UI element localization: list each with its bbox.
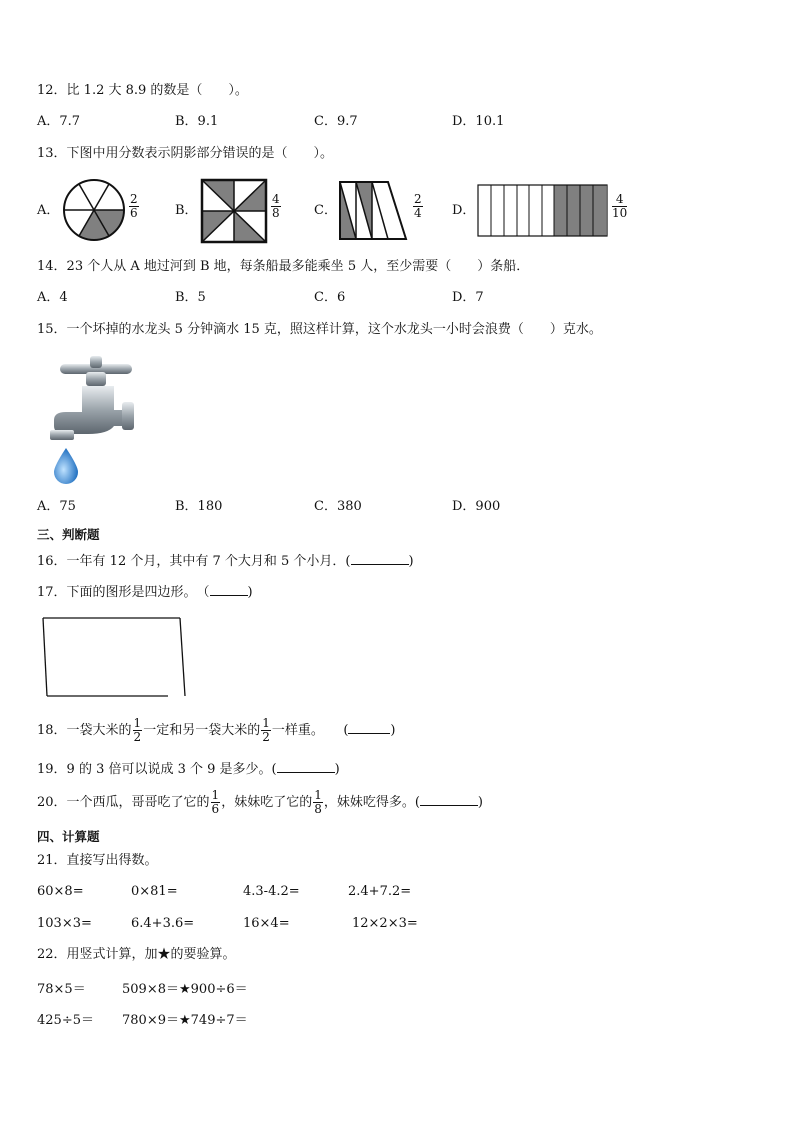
q13-option-d[interactable]: D． xyxy=(452,203,476,218)
q16-text: 16．一年有 12 个月，其中有 7 个大月和 5 个小月．( xyxy=(37,554,351,569)
question-13-stem: 13．下图中用分数表示阴影部分错误的是（ ）。 xyxy=(37,146,334,161)
answer-blank-19[interactable] xyxy=(277,760,335,773)
vertical-calc-item: 78×5＝ xyxy=(37,982,86,997)
question-17 xyxy=(37,583,253,601)
fraction-b: $\frac{4}{8}$ xyxy=(272,192,280,220)
q18-text-pre: 18．一袋大米的 xyxy=(37,723,132,738)
vertical-calc-item: 425÷5＝ xyxy=(37,1013,94,1028)
answer-blank-17[interactable] xyxy=(210,583,248,596)
q13-option-c[interactable]: C． xyxy=(314,203,337,218)
close-paren: ) xyxy=(477,795,483,810)
q20-fraction-2: $\frac{1}{8}$ xyxy=(314,788,322,816)
q14-option-b[interactable]: B．5 xyxy=(175,290,206,305)
q14-option-d[interactable]: D．7 xyxy=(452,290,484,305)
q20-text-pre: 20．一个西瓜，哥哥吃了它的 xyxy=(37,795,210,810)
close-paren: ) xyxy=(334,762,340,777)
close-paren: ) xyxy=(408,554,414,569)
vertical-calc-item: ★900÷6＝ xyxy=(179,982,248,997)
calc-item: 12×2×3= xyxy=(352,916,418,931)
quadrilateral-figure xyxy=(40,614,190,700)
q20-fraction-1: $\frac{1}{6}$ xyxy=(211,788,220,816)
q15-option-d[interactable]: D．900 xyxy=(452,499,501,514)
question-20 xyxy=(37,788,483,818)
question-22-stem: 22．用竖式计算，加★的要验算。 xyxy=(37,947,236,962)
trapezoid-quarters-figure xyxy=(336,180,410,242)
vertical-calc-item: ★749÷7＝ xyxy=(179,1013,248,1028)
q18-fraction-1: $\frac{1}{2}$ xyxy=(133,716,142,744)
q20-text-post: ，妹妹吃得多。( xyxy=(323,795,420,810)
q12-option-c[interactable]: C．9.7 xyxy=(314,114,358,129)
question-14-stem: 14．23 个人从 A 地过河到 B 地，每条船最多能乘坐 5 人，至少需要（ ）条船． xyxy=(37,259,530,274)
calc-item: 60×8= xyxy=(37,884,84,899)
calc-item: 6.4+3.6= xyxy=(131,916,195,931)
calc-item: 103×3= xyxy=(37,916,92,931)
question-12-stem: 12．比 1.2 大 8.9 的数是（ ）。 xyxy=(37,83,248,98)
fraction-a: $\frac{2}{6}$ xyxy=(130,192,138,220)
q12-option-b[interactable]: B．9.1 xyxy=(175,114,219,129)
q12-option-d[interactable]: D．10.1 xyxy=(452,114,505,129)
calc-item: 4.3-4.2= xyxy=(243,884,300,899)
q12-option-a[interactable]: A．7.7 xyxy=(37,114,81,129)
q15-option-b[interactable]: B．180 xyxy=(175,499,223,514)
fraction-d: $\frac{4}{10}$ xyxy=(612,192,628,220)
q15-option-c[interactable]: C．380 xyxy=(314,499,362,514)
section-3-heading: 三、判断题 xyxy=(37,527,100,542)
question-21-stem: 21．直接写出得数。 xyxy=(37,853,158,868)
square-eighths-figure xyxy=(200,178,268,244)
q18-fraction-2: $\frac{1}{2}$ xyxy=(262,716,270,744)
q18-text-mid: 一定和另一袋大米的 xyxy=(143,723,261,738)
vertical-calc-item: 780×9＝ xyxy=(122,1013,179,1028)
question-19 xyxy=(37,760,340,778)
calc-item: 16×4= xyxy=(243,916,290,931)
faucet-icon xyxy=(38,348,142,490)
close-paren: ) xyxy=(247,585,253,600)
vertical-calc-item: 509×8＝ xyxy=(122,982,179,997)
rectangle-tenths-figure xyxy=(477,184,609,238)
question-18 xyxy=(37,716,396,746)
calc-item: 0×81= xyxy=(131,884,178,899)
question-16 xyxy=(37,552,414,570)
answer-blank-20[interactable] xyxy=(420,793,478,806)
q17-text: 17．下面的图形是四边形。 （ xyxy=(37,585,210,600)
q19-text: 19．9 的 3 倍可以说成 3 个 9 是多少。( xyxy=(37,762,277,777)
answer-blank-16[interactable] xyxy=(351,552,409,565)
q13-option-b[interactable]: B． xyxy=(175,203,198,218)
q15-option-a[interactable]: A．75 xyxy=(37,499,76,514)
q14-option-c[interactable]: C．6 xyxy=(314,290,346,305)
q18-text-post: 一样重。 ( xyxy=(271,723,349,738)
fraction-c: $\frac{2}{4}$ xyxy=(414,192,422,220)
question-15-stem: 15．一个坏掉的水龙头 5 分钟滴水 15 克，照这样计算，这个水龙头一小时会浪费（ ）克水。 xyxy=(37,322,602,337)
q13-option-a[interactable]: A． xyxy=(37,203,60,218)
q14-option-a[interactable]: A．4 xyxy=(37,290,68,305)
section-4-heading: 四、计算题 xyxy=(37,829,100,844)
circle-sixths-figure xyxy=(62,178,126,242)
calc-item: 2.4+7.2= xyxy=(348,884,412,899)
q20-text-mid: ，妹妹吃了它的 xyxy=(221,795,313,810)
answer-blank-18[interactable] xyxy=(348,721,390,734)
close-paren: ) xyxy=(390,723,396,738)
